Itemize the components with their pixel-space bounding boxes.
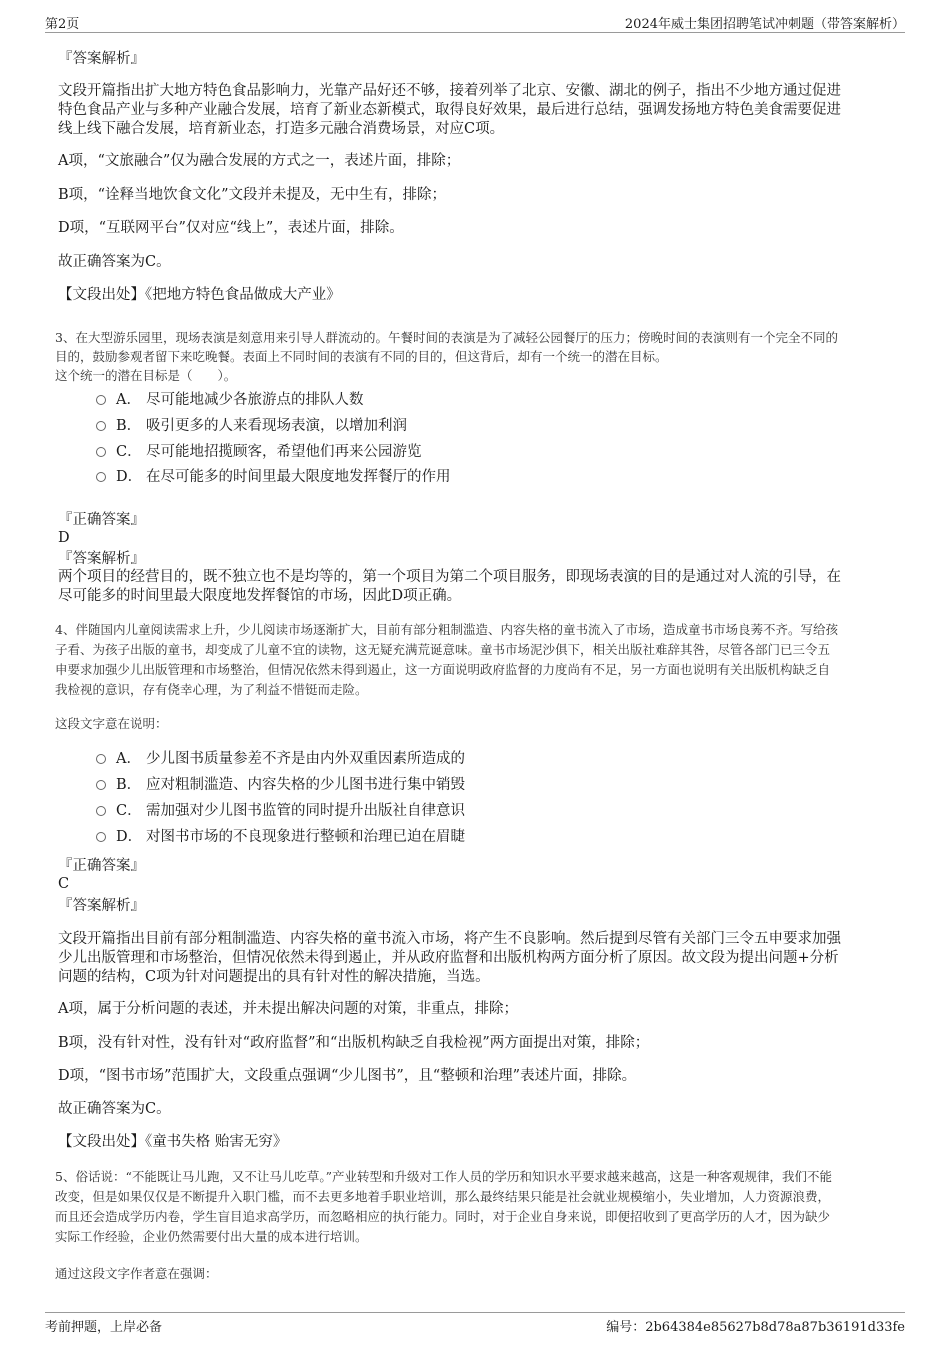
q4-option-a-analysis: A项，属于分析问题的表述，并未提出解决问题的对策，非重点，排除； (58, 1001, 518, 1017)
q4-analysis-label: 『答案解析』 (58, 898, 145, 914)
q3-stem-line-1: 3、在大型游乐园里，现场表演是刻意用来引导人群流动的。午餐时间的表演是为了减轻公园餐厅的压力；傍晚时间的表演则有一个完全不同的 (55, 330, 838, 345)
page-footer (45, 1312, 905, 1337)
q3-answer: D (58, 530, 70, 546)
q4-option-b-analysis: B项，没有针对性，没有针对“政府监督”和“出版机构缺乏自我检视”两方面提出对策，排除； (58, 1035, 650, 1051)
q2-option-d-analysis: D项，“互联网平台”仅对应“线上”，表述片面，排除。 (58, 220, 404, 236)
q4-stem-line-4: 我检视的意识，存有侥幸心理，为了利益不惜铤而走险。 (55, 682, 368, 697)
q4-option-d-analysis: D项，“图书市场”范围扩大，文段重点强调“少儿图书”，且“整顿和治理”表述片面，排除。 (58, 1068, 637, 1084)
q4-answer: C (58, 876, 70, 892)
radio-icon[interactable] (96, 395, 106, 405)
q3-analysis-label: 『答案解析』 (58, 551, 145, 567)
page-number: 第2页 (45, 17, 80, 32)
q4-option-b[interactable]: B． 应对粗制滥造、内容失格的少儿图书进行集中销毁 (96, 775, 465, 795)
q4-stem-line-2: 子看、为孩子出版的童书，却变成了儿童不宜的读物，这无疑充满荒诞意味。童书市场泥沙俱下，相关出版社难辞其咎，尽管各部门已三令五 (55, 642, 831, 657)
q3-option-b[interactable]: B． 吸引更多的人来看现场表演，以增加利润 (96, 416, 407, 436)
q5-stem-line-3: 而且还会造成学历内卷，学生盲目追求高学历，而忽略相应的执行能力。同时，对于企业自身来说，即便招收到了更高学历的人才，因为缺少 (55, 1209, 831, 1224)
q2-para-line-1: 文段开篇指出扩大地方特色食品影响力，光靠产品好还不够，接着列举了北京、安徽、湖北的例子，指出不少地方通过促进 (58, 83, 841, 99)
radio-icon[interactable] (96, 447, 106, 457)
q3-option-d[interactable]: D． 在尽可能多的时间里最大限度地发挥餐厅的作用 (96, 467, 451, 487)
q4-para-line-1: 文段开篇指出目前有部分粗制滥造、内容失格的童书流入市场，将产生不良影响。然后提到尽管有关部门三令五申要求加强 (58, 931, 841, 947)
q2-para-line-3: 线上线下融合发展，培育新业态，打造多元融合消费场景，对应C项。 (58, 121, 505, 137)
q2-conclusion: 故正确答案为C。 (58, 254, 171, 270)
q4-option-c[interactable]: C． 需加强对少儿图书监管的同时提升出版社自律意识 (96, 801, 465, 821)
q4-para-line-2: 少儿出版管理和市场整治，但情况依然未得到遏止，并从政府监督和出版机构两方面分析了原因。故文段为提出问题+分析 (58, 950, 839, 966)
q3-analysis-line-2: 尽可能多的时间里最大限度地发挥餐馆的市场，因此D项正确。 (58, 588, 462, 604)
q3-stem-line-2: 目的，鼓励参观者留下来吃晚餐。表面上不同时间的表演有不同的目的，但这背后，却有一个统一的潜在目标。 (55, 349, 668, 364)
q4-answer-label: 『正确答案』 (58, 858, 145, 874)
q3-answer-label: 『正确答案』 (58, 512, 145, 528)
radio-icon[interactable] (96, 832, 106, 842)
q4-option-a[interactable]: A． 少儿图书质量参差不齐是由内外双重因素所造成的 (96, 749, 465, 769)
q5-stem-line-1: 5、俗话说：“不能既让马儿跑，又不让马儿吃草。”产业转型和升级对工作人员的学历和知识水平要求越来越高，这是一种客观规律，我们不能 (55, 1169, 832, 1184)
q3-option-c[interactable]: C． 尽可能地招揽顾客，希望他们再来公园游览 (96, 442, 422, 462)
q4-conclusion: 故正确答案为C。 (58, 1101, 171, 1117)
q4-stem-line-3: 申要求加强少儿出版管理和市场整治，但情况依然未得到遏止，这一方面说明政府监督的力度尚有不足，另一方面也说明有关出版机构缺乏自 (55, 662, 831, 677)
q3-option-a[interactable]: A． 尽可能地减少各旅游点的排队人数 (96, 390, 364, 410)
q4-stem-line-1: 4、伴随国内儿童阅读需求上升，少儿阅读市场逐渐扩大，目前有部分粗制滥造、内容失格的童书流入了市场，造成童书市场良莠不齐。写给孩 (55, 622, 838, 637)
q4-question: 这段文字意在说明： (55, 716, 168, 731)
q2-option-b-analysis: B项，“诠释当地饮食文化”文段并未提及，无中生有，排除； (58, 187, 446, 203)
radio-icon[interactable] (96, 472, 106, 482)
q5-stem-line-2: 改变，但是如果仅仅是不断提升入职门槛，而不去更多地着手职业培训，那么最终结果只能是社会就业规模缩小，失业增加，人力资源浪费， (55, 1189, 831, 1204)
q2-analysis-label: 『答案解析』 (58, 51, 145, 67)
q5-stem-line-4: 实际工作经验，企业仍然需要付出大量的成本进行培训。 (55, 1229, 368, 1244)
radio-icon[interactable] (96, 421, 106, 431)
radio-icon[interactable] (96, 754, 106, 764)
q4-option-d[interactable]: D． 对图书市场的不良现象进行整顿和治理已迫在眉睫 (96, 827, 465, 847)
q4-source: 【文段出处】《童书失格 贻害无穷》 (58, 1134, 288, 1150)
q3-analysis-line-1: 两个项目的经营目的，既不独立也不是均等的，第一个项目为第二个项目服务，即现场表演的目的是通过对人流的引导，在 (58, 569, 841, 585)
q2-source: 【文段出处】《把地方特色食品做成大产业》 (58, 287, 341, 303)
radio-icon[interactable] (96, 806, 106, 816)
q5-question: 通过这段文字作者意在强调： (55, 1266, 218, 1281)
doc-title: 2024年威士集团招聘笔试冲刺题（带答案解析） (624, 17, 905, 32)
q3-stem-line-3: 这个统一的潜在目标是（ ）。 (55, 368, 237, 383)
q4-para-line-3: 问题的结构，C项为针对问题提出的具有针对性的解决措施，当选。 (58, 969, 490, 985)
page-header (45, 10, 905, 33)
q2-option-a-analysis: A项，“文旅融合”仅为融合发展的方式之一，表述片面，排除； (58, 153, 461, 169)
footer-slogan: 考前押题，上岸必备 (45, 1320, 163, 1335)
footer-doc-id: 编号：2b64384e85627b8d78a87b36191d33fe (606, 1320, 905, 1335)
radio-icon[interactable] (96, 780, 106, 790)
q2-para-line-2: 特色食品产业与多种产业融合发展，培育了新业态新模式，取得良好效果，最后进行总结，强调发扬地方特色美食需要促进 (58, 102, 841, 118)
